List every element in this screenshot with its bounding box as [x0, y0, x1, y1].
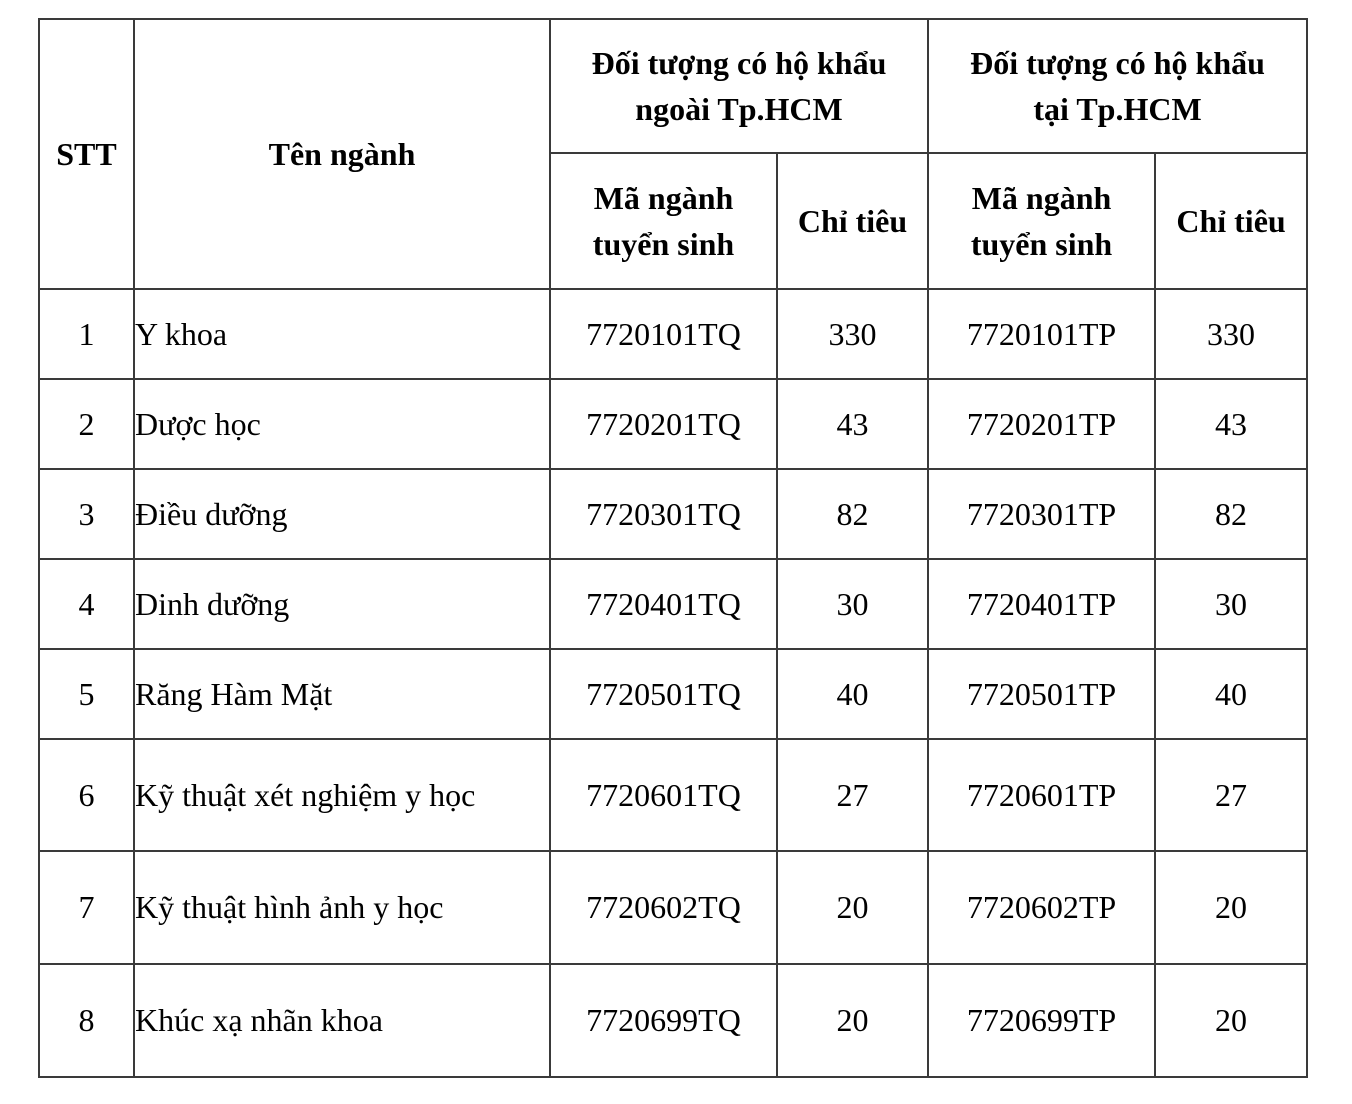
admission-quota-table — [38, 18, 1308, 1078]
cell-quota-outside: 27 — [777, 739, 928, 851]
cell-quota-outside: 30 — [777, 559, 928, 649]
header-row-groups — [39, 19, 1307, 153]
cell-code-inside: 7720201TP — [928, 379, 1155, 469]
cell-major-name: Răng Hàm Mặt — [134, 649, 550, 739]
header-code-line1: Mã ngành — [971, 180, 1112, 216]
header-group-inside-hcm — [928, 19, 1307, 153]
cell-code-inside: 7720401TP — [928, 559, 1155, 649]
cell-major-name: Khúc xạ nhãn khoa — [134, 964, 550, 1077]
header-group-inside-line2: tại Tp.HCM — [1033, 91, 1202, 127]
table-row — [39, 964, 1307, 1077]
cell-quota-outside: 330 — [777, 289, 928, 379]
header-group-outside-hcm — [550, 19, 928, 153]
cell-quota-inside: 30 — [1155, 559, 1307, 649]
cell-stt: 5 — [39, 649, 134, 739]
table-row — [39, 379, 1307, 469]
table-row — [39, 289, 1307, 379]
header-code-inside — [928, 153, 1155, 289]
cell-major-name: Dược học — [134, 379, 550, 469]
header-group-outside-line2: ngoài Tp.HCM — [635, 91, 843, 127]
cell-stt: 1 — [39, 289, 134, 379]
cell-code-inside: 7720101TP — [928, 289, 1155, 379]
table-row — [39, 739, 1307, 851]
cell-major-name: Điều dưỡng — [134, 469, 550, 559]
cell-code-outside: 7720699TQ — [550, 964, 777, 1077]
table-row — [39, 649, 1307, 739]
table-row — [39, 851, 1307, 964]
cell-stt: 6 — [39, 739, 134, 851]
header-group-inside-line1: Đối tượng có hộ khẩu — [970, 45, 1265, 81]
cell-quota-inside: 27 — [1155, 739, 1307, 851]
cell-stt: 4 — [39, 559, 134, 649]
cell-code-inside: 7720501TP — [928, 649, 1155, 739]
cell-quota-inside: 43 — [1155, 379, 1307, 469]
cell-code-outside: 7720601TQ — [550, 739, 777, 851]
cell-quota-inside: 20 — [1155, 851, 1307, 964]
cell-quota-outside: 40 — [777, 649, 928, 739]
cell-code-inside: 7720601TP — [928, 739, 1155, 851]
cell-code-outside: 7720301TQ — [550, 469, 777, 559]
header-code-line2: tuyển sinh — [970, 226, 1113, 262]
header-code-line1: Mã ngành — [593, 180, 734, 216]
cell-quota-outside: 20 — [777, 964, 928, 1077]
cell-code-outside: 7720501TQ — [550, 649, 777, 739]
cell-quota-inside: 40 — [1155, 649, 1307, 739]
header-quota-outside: Chỉ tiêu — [777, 153, 928, 289]
header-code-outside — [550, 153, 777, 289]
cell-code-inside: 7720301TP — [928, 469, 1155, 559]
cell-stt: 7 — [39, 851, 134, 964]
cell-quota-outside: 43 — [777, 379, 928, 469]
cell-quota-inside: 330 — [1155, 289, 1307, 379]
cell-stt: 3 — [39, 469, 134, 559]
table-row — [39, 559, 1307, 649]
cell-major-name: Y khoa — [134, 289, 550, 379]
cell-major-name: Dinh dưỡng — [134, 559, 550, 649]
cell-quota-outside: 20 — [777, 851, 928, 964]
cell-code-outside: 7720101TQ — [550, 289, 777, 379]
header-stt: STT — [39, 19, 134, 289]
cell-quota-outside: 82 — [777, 469, 928, 559]
cell-quota-inside: 20 — [1155, 964, 1307, 1077]
cell-major-name: Kỹ thuật xét nghiệm y học — [134, 739, 550, 851]
cell-code-outside: 7720401TQ — [550, 559, 777, 649]
header-quota-inside: Chỉ tiêu — [1155, 153, 1307, 289]
cell-code-outside: 7720602TQ — [550, 851, 777, 964]
cell-code-inside: 7720699TP — [928, 964, 1155, 1077]
cell-stt: 8 — [39, 964, 134, 1077]
header-major-name: Tên ngành — [134, 19, 550, 289]
cell-quota-inside: 82 — [1155, 469, 1307, 559]
cell-code-inside: 7720602TP — [928, 851, 1155, 964]
cell-code-outside: 7720201TQ — [550, 379, 777, 469]
cell-major-name: Kỹ thuật hình ảnh y học — [134, 851, 550, 964]
table-row — [39, 469, 1307, 559]
header-group-outside-line1: Đối tượng có hộ khẩu — [591, 45, 887, 81]
header-code-line2: tuyển sinh — [592, 226, 735, 262]
cell-stt: 2 — [39, 379, 134, 469]
